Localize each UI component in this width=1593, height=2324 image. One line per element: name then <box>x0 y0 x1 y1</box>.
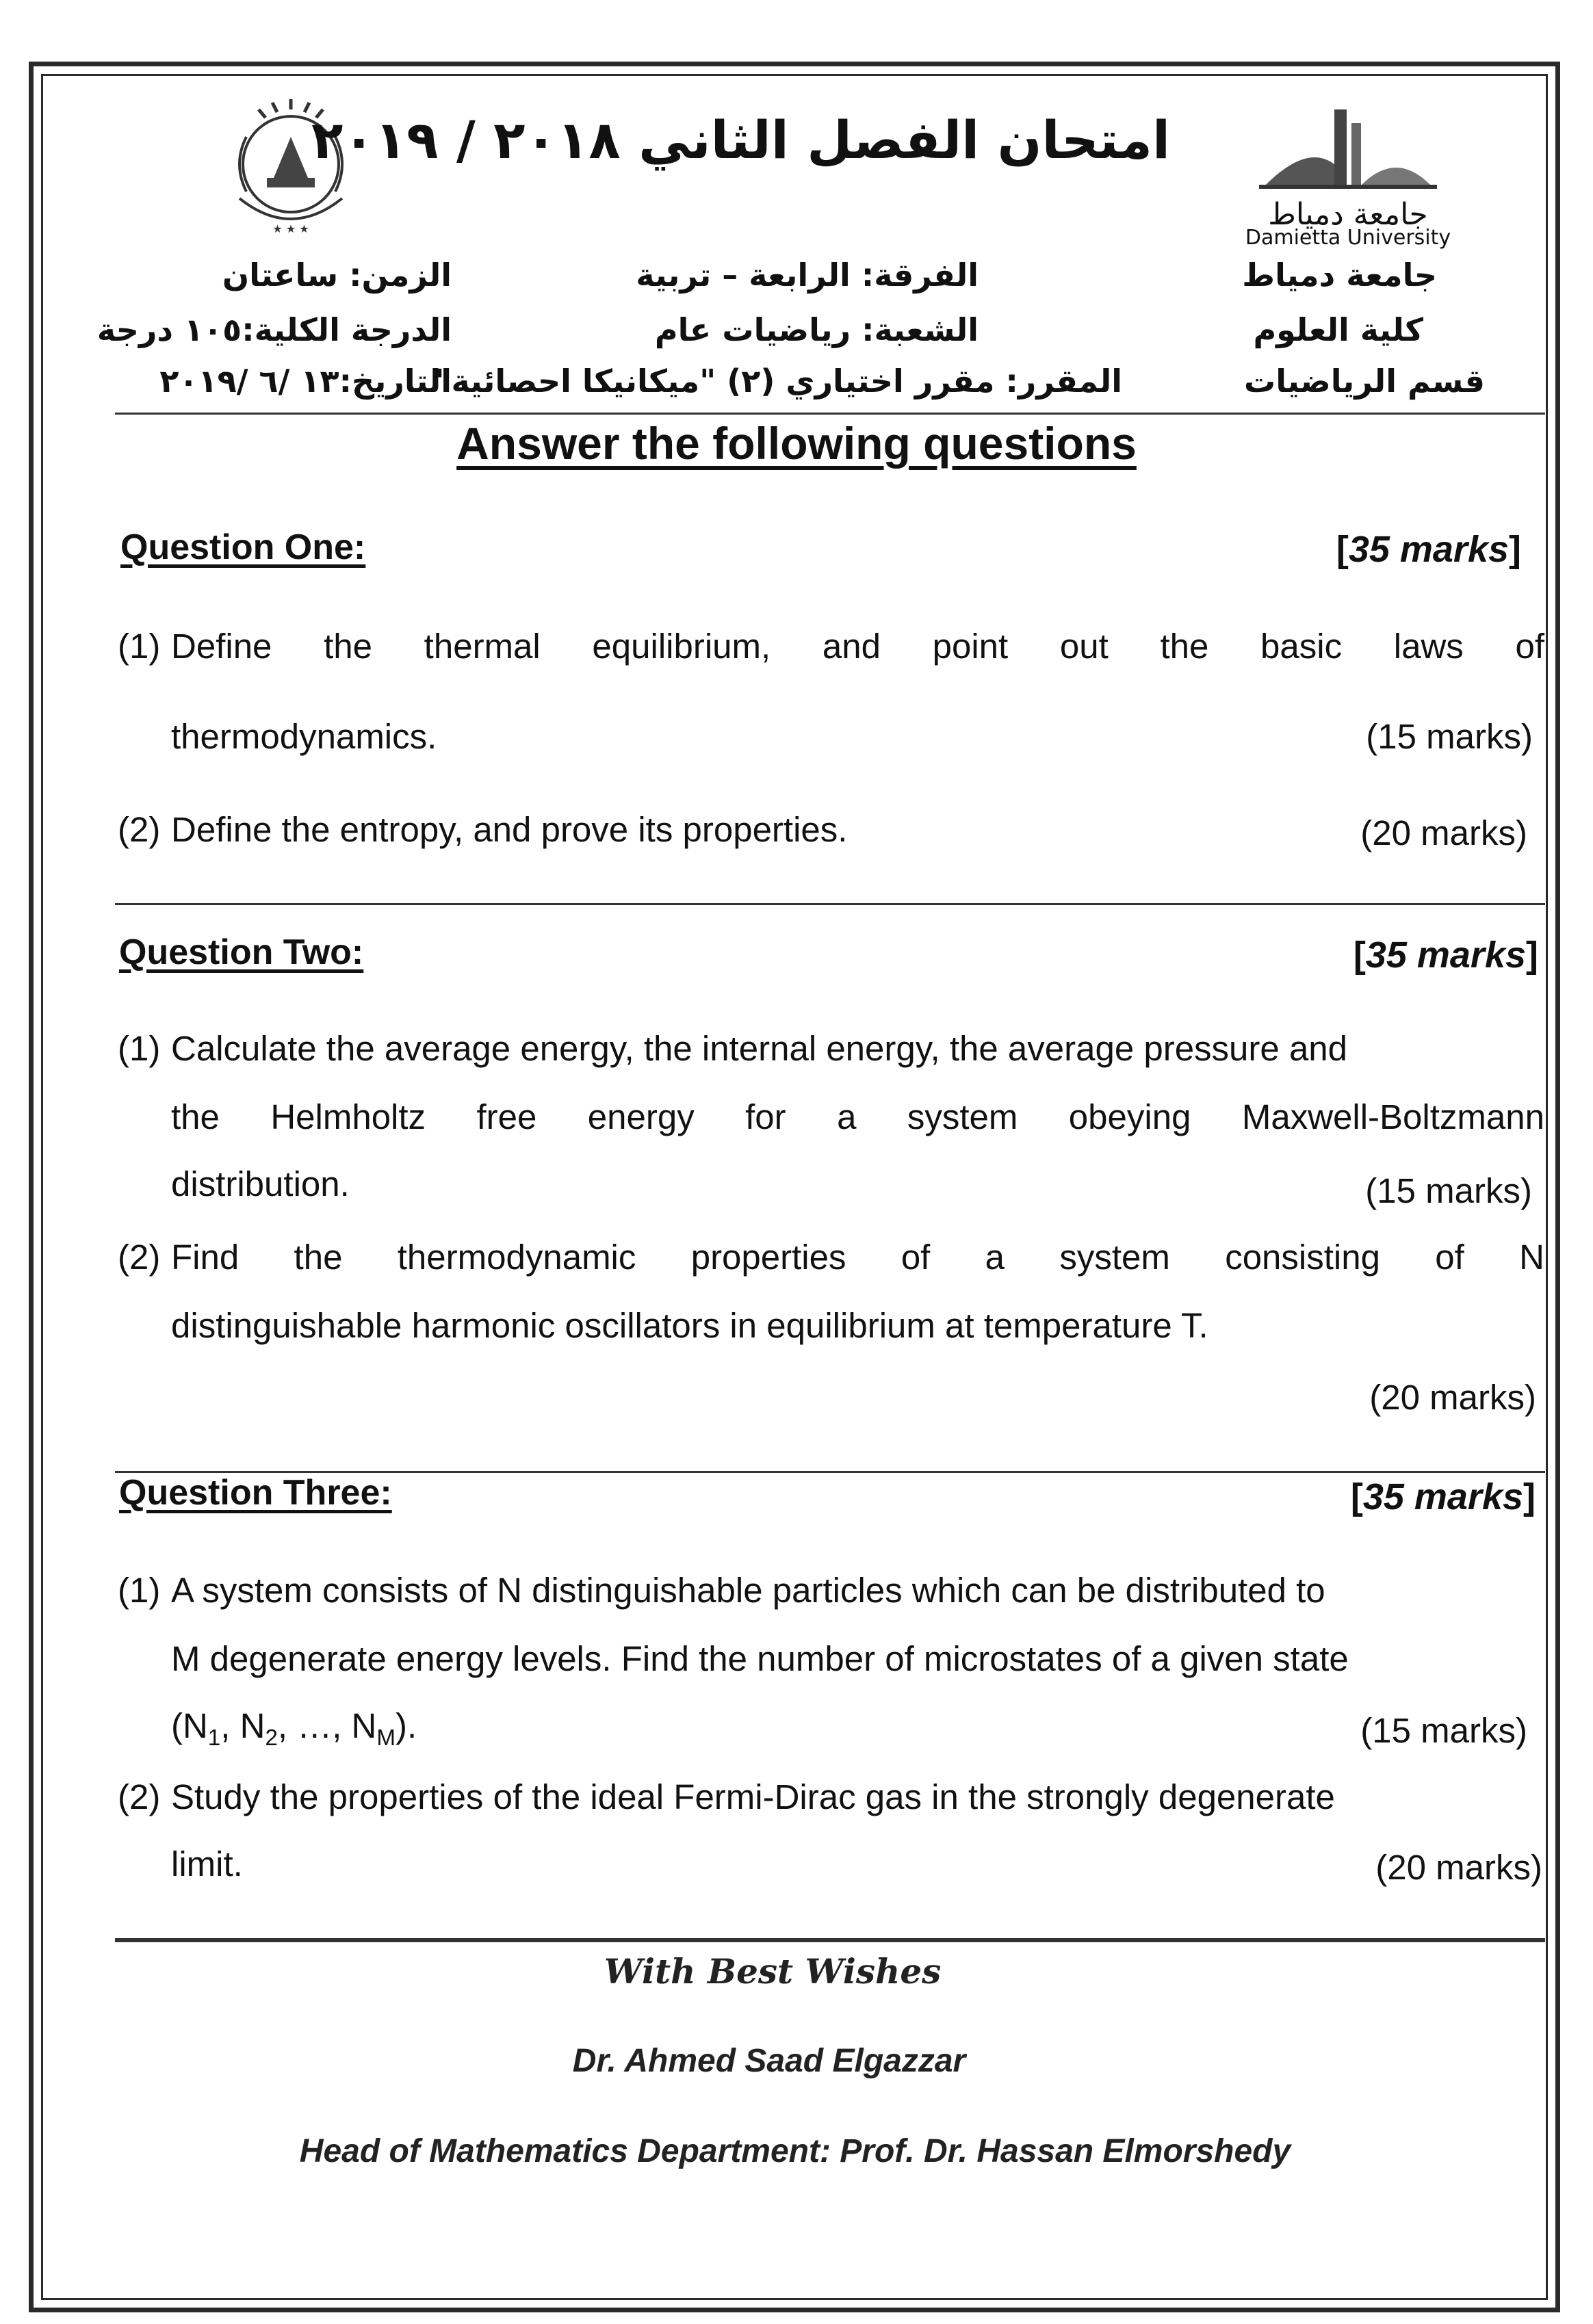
main-heading: Answer the following questions <box>456 418 1137 469</box>
item-marks: (20 marks) <box>1375 1848 1542 1887</box>
header-total-marks: الدرجة الكلية:١٠٥ درجة <box>96 311 452 348</box>
item-text-line: Study the properties of the ideal Fermi-Dirac gas in the strongly degenerate <box>171 1777 1335 1816</box>
item-text-line: Find the thermodynamic properties of a system consisting of N <box>171 1238 1544 1277</box>
item-marks: (20 marks) <box>1360 813 1527 852</box>
item-number: (2) <box>118 810 161 849</box>
item-number: (1) <box>118 1029 161 1068</box>
item-number: (1) <box>118 627 161 666</box>
item-text-line: Define the thermal equilibrium, and point out the basic laws of <box>171 627 1544 666</box>
question-three-title: Question Three: <box>119 1473 392 1513</box>
svg-text:★ ★ ★: ★ ★ ★ <box>272 222 309 235</box>
university-logo-caption-ar: جامعة دمياط <box>1268 197 1428 232</box>
question-three-item-1 <box>118 1570 1544 1775</box>
header-faculty: كلية العلوم <box>1253 311 1423 348</box>
exam-title: امتحان الفصل الثاني ٢٠١٨ / ٢٠١٩ <box>311 109 1170 170</box>
footer-examiner: Dr. Ahmed Saad Elgazzar <box>572 2043 966 2079</box>
question-divider <box>115 903 1545 905</box>
item-marks: (15 marks) <box>1366 717 1533 756</box>
question-one-item-2 <box>118 809 1544 857</box>
item-text-line: the Helmholtz free energy for a system obeying Maxwell-Boltzmann <box>171 1097 1544 1136</box>
item-text-line: M degenerate energy levels. Find the number of microstates of a given state <box>171 1639 1349 1678</box>
item-text-line: Define the entropy, and prove its properties. <box>171 810 848 849</box>
question-three-item-2 <box>118 1777 1544 1927</box>
header-divider <box>115 413 1545 415</box>
header-level: الفرقة: الرابعة – تربية <box>636 257 979 293</box>
item-text-line: thermodynamics. <box>171 717 437 756</box>
footer-wishes: With Best Wishes <box>604 1951 942 1992</box>
header-section: الشعبة: رياضيات عام <box>654 311 979 348</box>
question-one-title: Question One: <box>120 527 366 567</box>
item-number: (2) <box>118 1238 161 1277</box>
item-text-line: A system consists of N distinguishable particles which can be distributed to <box>171 1571 1325 1610</box>
question-two-item-1 <box>118 1028 1544 1240</box>
item-marks: (20 marks) <box>1369 1378 1536 1417</box>
question-three-marks: [35 marks] <box>1350 1476 1536 1517</box>
item-text-line: distribution. <box>171 1164 350 1203</box>
header-department: قسم الرياضيات <box>1244 363 1485 400</box>
university-logo <box>1252 103 1444 198</box>
question-two-title: Question Two: <box>119 932 364 972</box>
item-text-line: distinguishable harmonic oscillators in equilibrium at temperature T. <box>171 1306 1208 1345</box>
item-number: (1) <box>118 1571 161 1610</box>
header-university: جامعة دمياط <box>1242 257 1437 293</box>
footer-divider <box>115 1938 1545 1942</box>
university-logo-caption-en: Damietta University <box>1245 226 1451 250</box>
microstate-notation: ($N_1$, $N_2$, …, $N_M$). <box>171 1706 417 1751</box>
question-two-item-2 <box>118 1237 1544 1415</box>
header-date: التاريخ:١٣ /٦ /٢٠١٩ <box>159 363 452 400</box>
header-time: الزمن: ساعتان <box>222 257 452 293</box>
question-two-marks: [35 marks] <box>1353 935 1538 976</box>
question-one-marks: [35 marks] <box>1336 529 1521 570</box>
question-one-item-1 <box>118 626 1544 770</box>
item-number: (2) <box>118 1777 161 1816</box>
item-marks: (15 marks) <box>1365 1171 1532 1210</box>
item-marks: (15 marks) <box>1360 1711 1527 1750</box>
footer-head-of-department: Head of Mathematics Department: Prof. Dr. Hassan Elmorshedy <box>299 2133 1291 2169</box>
header-course: المقرر: مقرر اختياري (٢) "ميكانيكا احصائية" <box>435 363 1122 400</box>
item-text-line: Calculate the average energy, the internal energy, the average pressure and <box>171 1029 1348 1068</box>
item-text-line: limit. <box>171 1844 243 1883</box>
